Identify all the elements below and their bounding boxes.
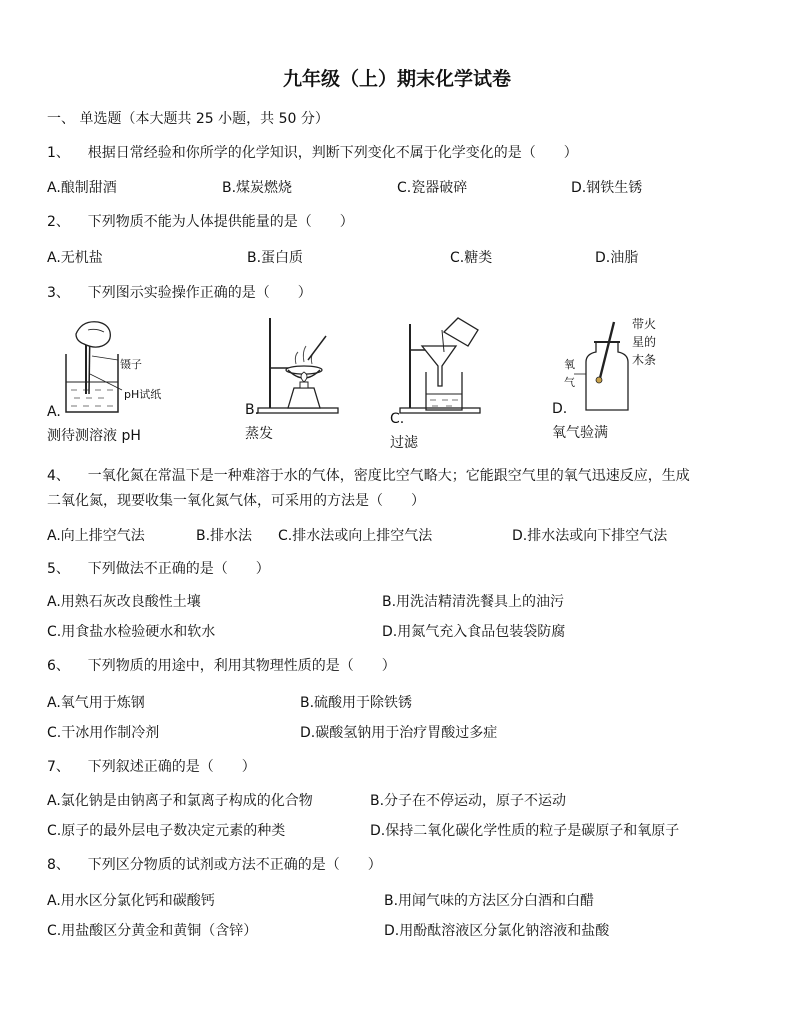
option-c: C.排水法或向上排空气法: [278, 528, 433, 544]
fig-b-caption: 蒸发: [245, 426, 273, 442]
fig-c-letter: C.: [390, 411, 405, 427]
option-a: A.酿制甜酒: [47, 180, 117, 196]
option-c: C.糖类: [450, 250, 493, 266]
fig-b-letter: B.: [245, 402, 260, 418]
option-c: C.用盐酸区分黄金和黄铜（含锌）: [47, 923, 258, 939]
question-text: 下列图示实验操作正确的是（ ）: [87, 285, 312, 301]
gas-label-2: 气: [564, 376, 575, 389]
option-d: D.用氮气充入食品包装袋防腐: [382, 624, 566, 640]
option-b: B.煤炭燃烧: [222, 180, 293, 196]
question-number: 6、: [47, 658, 70, 674]
question-1: [47, 144, 578, 162]
option-a: A.用水区分氯化钙和碳酸钙: [47, 893, 215, 909]
question-2: [47, 213, 354, 231]
beaker-icon: [66, 354, 118, 412]
tweezers-label: 镊子: [120, 358, 142, 371]
option-d: D.钢铁生锈: [571, 180, 643, 196]
option-a: A.用熟石灰改良酸性土壤: [47, 594, 201, 610]
alcohol-lamp-icon: [288, 388, 320, 408]
option-c: C.干冰用作制冷剂: [47, 725, 160, 741]
page-title: 九年级（上）期末化学试卷: [282, 68, 511, 90]
option-b: B.蛋白质: [247, 250, 304, 266]
option-d: D.油脂: [595, 250, 639, 266]
option-b: B.排水法: [196, 528, 253, 544]
splint-label-3: 木条: [632, 353, 657, 367]
evaporation-figure: [248, 316, 348, 416]
option-b: B.用洗洁精清洗餐具上的油污: [382, 594, 565, 610]
question-number: 2、: [47, 214, 70, 230]
question-number: 8、: [47, 857, 70, 873]
oxygen-test-figure: [552, 316, 672, 416]
question-text: 一氧化氮在常温下是一种难溶于水的气体，密度比空气略大；它能跟空气里的氧气迅速反应，生成: [87, 468, 690, 484]
question-text: 下列叙述正确的是（ ）: [87, 759, 256, 775]
question-5: [47, 560, 270, 578]
option-a: A.无机盐: [47, 250, 103, 266]
option-b: B.用闻气味的方法区分白酒和白醋: [384, 893, 595, 909]
question-text: 下列物质不能为人体提供能量的是（ ）: [87, 214, 354, 230]
question-4-continued: 二氧化氮，现要收集一氧化氮气体，可采用的方法是（ ）: [47, 493, 425, 509]
question-7: [47, 758, 256, 776]
option-d: D.保持二氧化碳化学性质的粒子是碳原子和氧原子: [370, 823, 680, 839]
question-8: [47, 856, 382, 874]
question-number: 4、: [47, 468, 70, 484]
question-number: 5、: [47, 561, 70, 577]
question-number: 3、: [47, 285, 70, 301]
question-text: 根据日常经验和你所学的化学知识，判断下列变化不属于化学变化的是（ ）: [87, 145, 578, 161]
question-3: [47, 284, 312, 302]
fig-a-letter: A.: [47, 404, 61, 420]
funnel-icon: [422, 346, 456, 386]
option-c: C.原子的最外层电子数决定元素的种类: [47, 823, 286, 839]
ph-test-figure: [46, 316, 176, 416]
glass-rod-icon: [308, 336, 326, 360]
gas-label-1: 氧: [564, 358, 575, 371]
option-d: D.排水法或向下排空气法: [512, 528, 668, 544]
fig-d-letter: D.: [552, 401, 568, 417]
pouring-beaker-icon: [444, 318, 478, 346]
option-c: C.用食盐水检验硬水和软水: [47, 624, 216, 640]
option-b: B.硫酸用于除铁锈: [300, 695, 413, 711]
option-b: B.分子在不停运动，原子不运动: [370, 793, 567, 809]
option-c: C.瓷器破碎: [397, 180, 468, 196]
question-text: 下列区分物质的试剂或方法不正确的是（ ）: [87, 857, 382, 873]
fig-d-caption: 氧气验满: [552, 425, 608, 441]
beaker-icon: [426, 372, 462, 410]
question-6: [47, 657, 396, 675]
option-a: A.氯化钠是由钠离子和氯离子构成的化合物: [47, 793, 313, 809]
splint-label-2: 星的: [632, 335, 657, 349]
filtration-figure: [398, 316, 488, 416]
option-a: A.向上排空气法: [47, 528, 145, 544]
question-text: 下列做法不正确的是（ ）: [87, 561, 270, 577]
question-number: 1、: [47, 145, 70, 161]
option-a: A.氧气用于炼钢: [47, 695, 145, 711]
section-heading: 一、 单选题（本大题共 25 小题，共 50 分）: [47, 111, 329, 127]
ph-paper-label: pH试纸: [124, 388, 162, 401]
question-4: [47, 467, 690, 485]
option-d: D.用酚酞溶液区分氯化钠溶液和盐酸: [384, 923, 610, 939]
fig-a-caption: 测待测溶液 pH: [47, 428, 141, 444]
question-text: 下列物质的用途中，利用其物理性质的是（ ）: [87, 658, 396, 674]
flame-icon: [301, 372, 307, 382]
splint-label-1: 带火: [632, 317, 657, 331]
option-d: D.碳酸氢钠用于治疗胃酸过多症: [300, 725, 498, 741]
hand-icon: [76, 322, 110, 347]
question-number: 7、: [47, 759, 70, 775]
fig-c-caption: 过滤: [390, 435, 418, 451]
